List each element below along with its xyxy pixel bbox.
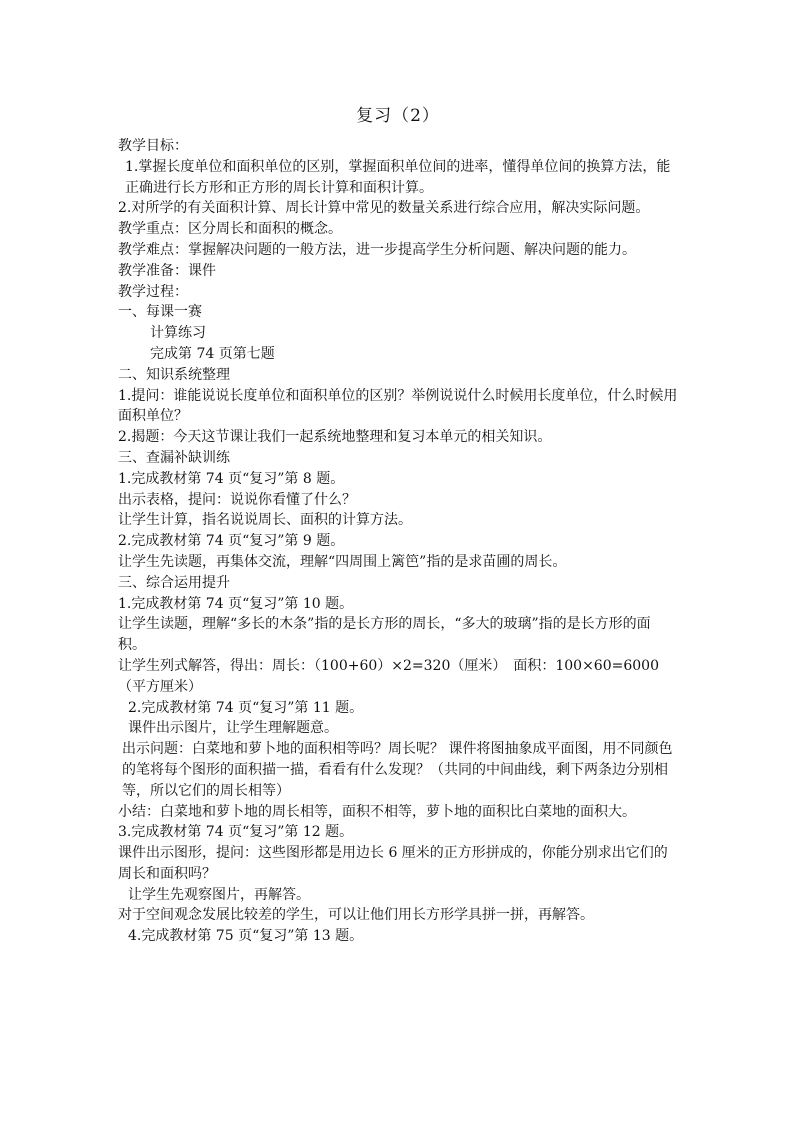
paragraph: 3.完成教材第 74 页“复习”第 12 题。 bbox=[118, 824, 354, 841]
paragraph: 1.提问：谁能说说长度单位和面积单位的区别？举例说说什么时候用长度单位，什么时候用面积单位？ bbox=[118, 387, 678, 425]
paragraph: 2.揭题：今天这节课让我们一起系统地整理和复习本单元的相关知识。 bbox=[118, 429, 552, 446]
paragraph: 三、查漏补缺训练 bbox=[118, 449, 230, 466]
paragraph: 让学生读题，理解“多长的木条”指的是长方形的周长，“多大的玻璃”指的是长方形的面积。 bbox=[118, 616, 651, 654]
paragraph: 教学准备：课件 bbox=[118, 262, 216, 279]
paragraph: 2.完成教材第 74 页“复习”第 9 题。 bbox=[118, 533, 345, 550]
paragraph: 计算练习 bbox=[150, 325, 206, 342]
paragraph: 出示表格，提问：说说你看懂了什么？ bbox=[118, 491, 356, 508]
paragraph: 完成第 74 页第七题 bbox=[150, 345, 275, 362]
paragraph: 三、综合运用提升 bbox=[118, 574, 230, 591]
paragraph: 让学生先读题，再集体交流，理解“四周围上篱笆”指的是求苗圃的周长。 bbox=[118, 553, 567, 570]
paragraph: 1.掌握长度单位和面积单位的区别，掌握面积单位间的进率，懂得单位间的换算方法，能正确进行长方形和正方形的周长计算和面积计算。 bbox=[125, 158, 671, 196]
paragraph: 让学生计算，指名说说周长、面积的计算方法。 bbox=[118, 512, 412, 529]
paragraph: 2.完成教材第 74 页“复习”第 11 题。 bbox=[128, 699, 364, 716]
page-title: 复习（2） bbox=[356, 106, 440, 126]
paragraph: 课件出示图形，提问：这些图形都是用边长 6 厘米的正方形拼成的，你能分别求出它们的周长和面积吗？ bbox=[118, 845, 668, 882]
paragraph: 教学目标： bbox=[118, 138, 188, 154]
paragraph: 教学过程： bbox=[118, 283, 188, 300]
paragraph: 一、每课一赛 bbox=[118, 304, 202, 321]
document-body bbox=[118, 136, 678, 947]
paragraph: 2.对所学的有关面积计算、周长计算中常见的数量关系进行综合应用，解决实际问题。 bbox=[118, 200, 650, 217]
paragraph: 课件出示图片，让学生理解题意。 bbox=[128, 720, 338, 737]
paragraph: 出示问题：白菜地和萝卜地的面积相等吗？周长呢？ 课件将图抽象成平面图，用不同颜色的笔将每个图形的面积描一描，看看有什么发现？（共同的中间曲线，剩下两条边分别相等，所以它们的周长相等） bbox=[122, 741, 673, 799]
paragraph: 教学难点：掌握解决问题的一般方法，进一步提高学生分析问题、解决问题的能力。 bbox=[118, 241, 636, 258]
paragraph: 让学生列式解答，得出：周长：（100+60）×2=320（厘米） 面积：100×60=6000（平方厘米） bbox=[118, 657, 659, 695]
paragraph: 对于空间观念发展比较差的学生，可以让他们用长方形学具拼一拼，再解答。 bbox=[118, 907, 594, 924]
paragraph: 让学生先观察图片，再解答。 bbox=[128, 886, 310, 903]
paragraph: 小结：白菜地和萝卜地的周长相等，面积不相等，萝卜地的面积比白菜地的面积大。 bbox=[118, 803, 636, 820]
paragraph: 4.完成教材第 75 页“复习”第 13 题。 bbox=[128, 928, 364, 945]
paragraph: 二、知识系统整理 bbox=[118, 366, 230, 383]
paragraph: 1.完成教材第 74 页“复习”第 10 题。 bbox=[118, 595, 354, 612]
paragraph: 教学重点：区分周长和面积的概念。 bbox=[118, 221, 342, 238]
paragraph: 1.完成教材第 74 页“复习”第 8 题。 bbox=[118, 470, 345, 487]
document-page bbox=[118, 104, 678, 947]
